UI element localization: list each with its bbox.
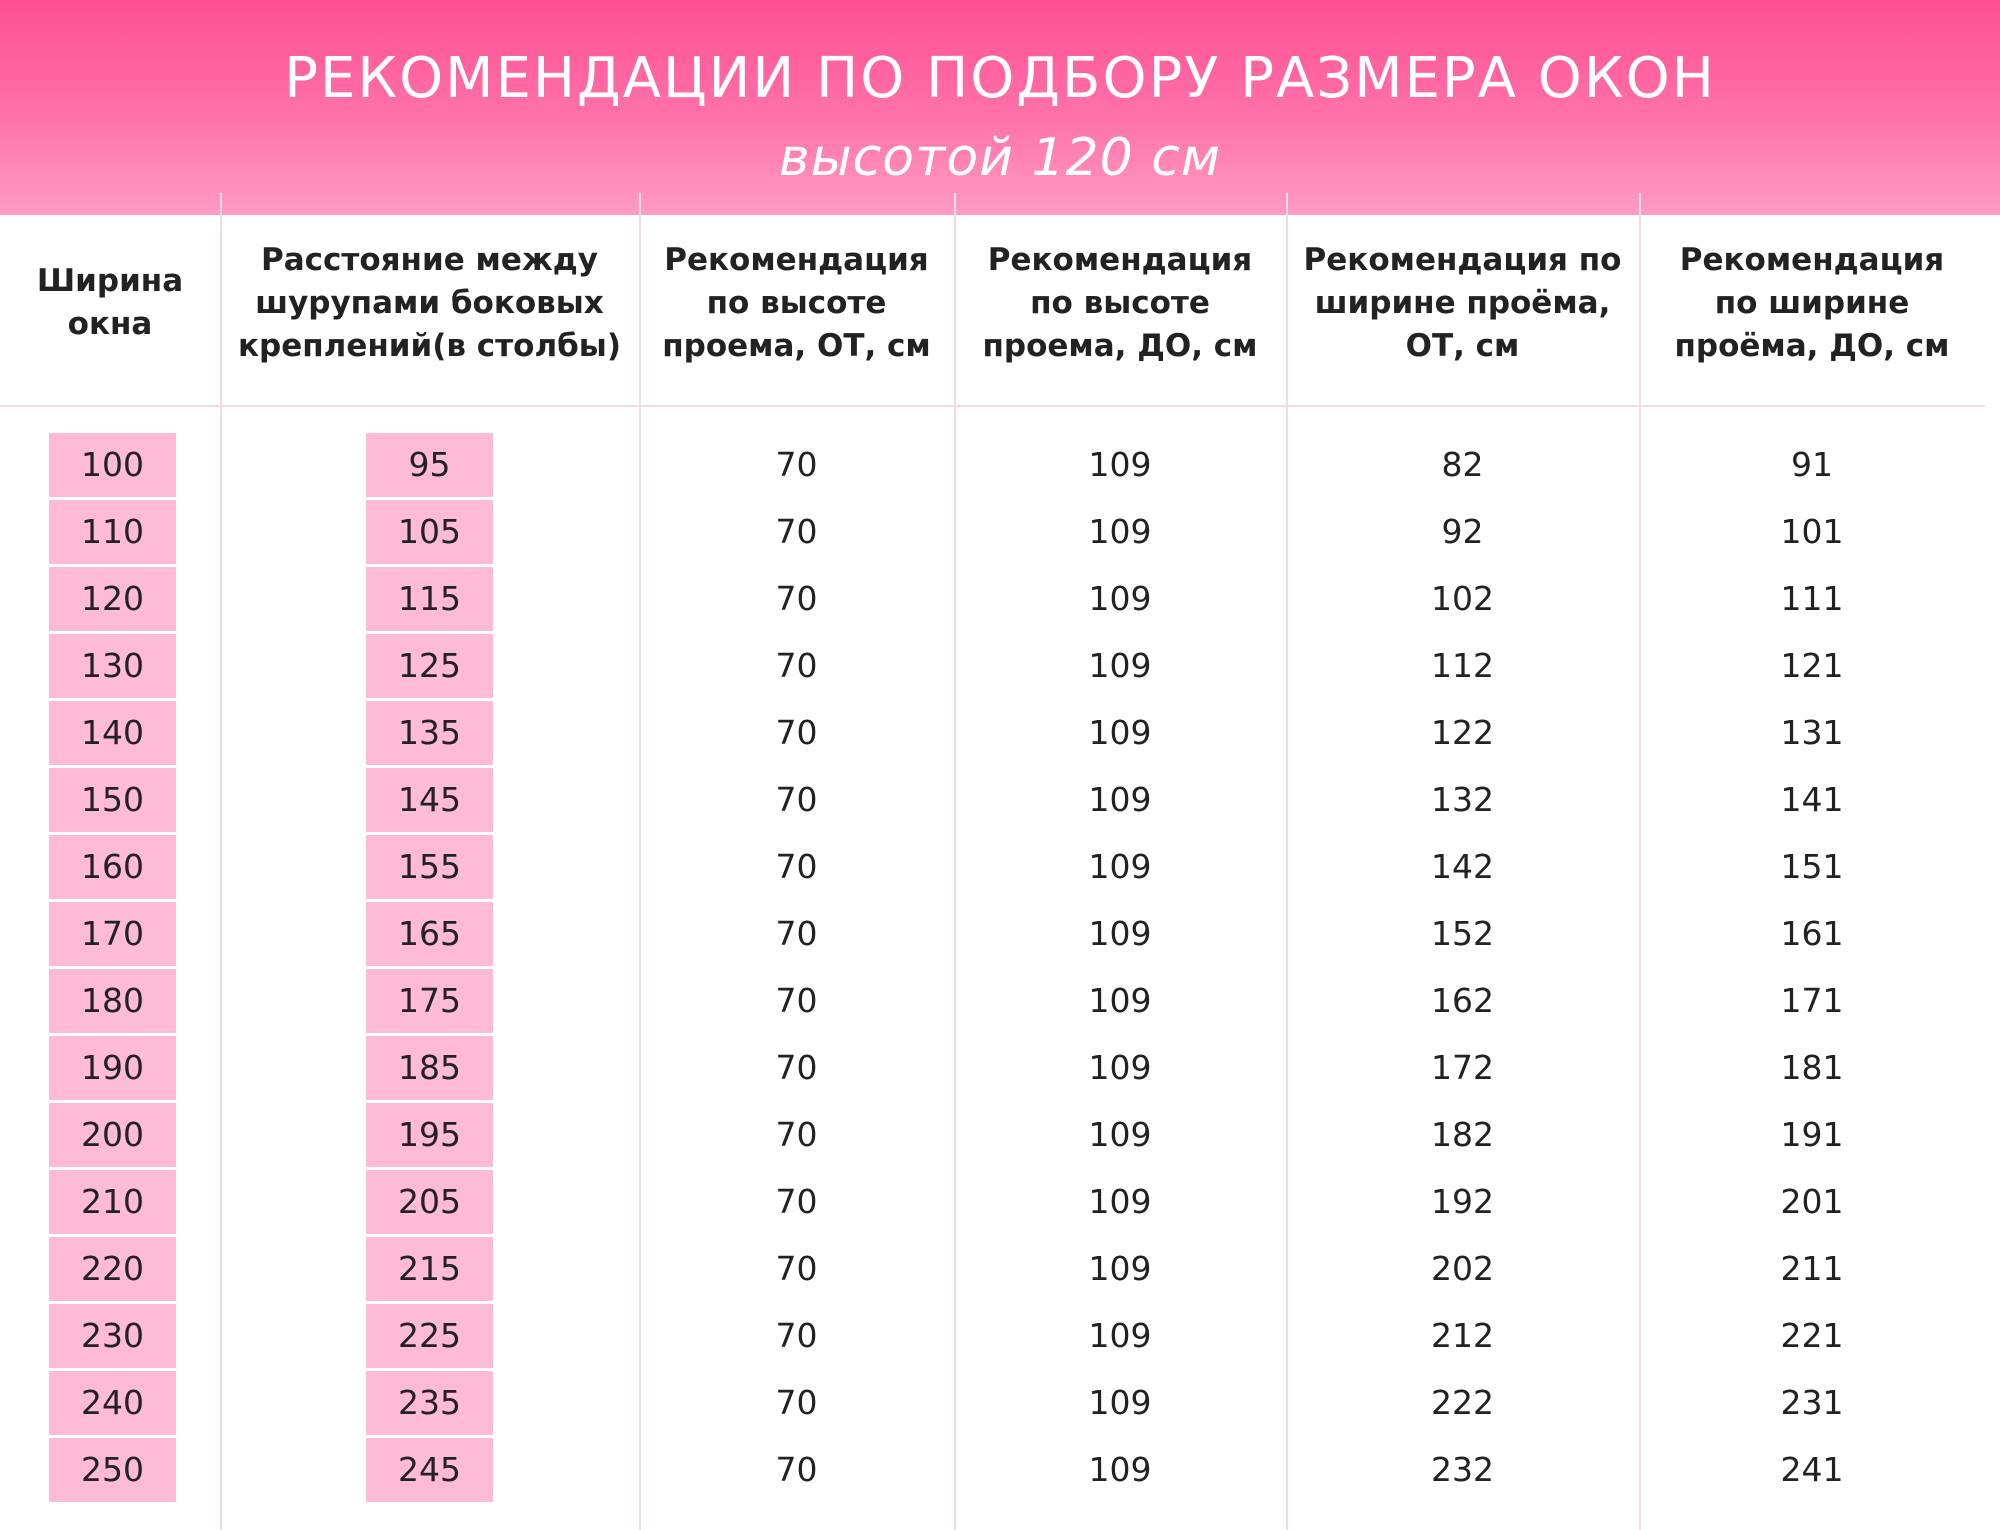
highlighted-cell: 245 xyxy=(366,1438,493,1502)
column-header-line: по высоте xyxy=(1030,284,1210,321)
column-header-line: проёма, ДО, см xyxy=(1674,327,1950,364)
highlighted-cell: 175 xyxy=(366,969,493,1033)
column-header-line: шурупами боковых xyxy=(255,284,604,321)
column-header-line: проема, ОТ, см xyxy=(662,327,931,364)
table-row xyxy=(0,835,2000,899)
table-cell: 202 xyxy=(1431,1249,1494,1288)
table-row xyxy=(0,1237,2000,1301)
highlighted-cell: 180 xyxy=(49,969,176,1033)
table-cell: 109 xyxy=(1088,1048,1152,1087)
highlighted-cell: 160 xyxy=(49,835,176,899)
table-cell: 70 xyxy=(775,713,818,752)
column-header-line: Рекомендация xyxy=(1679,241,1945,278)
highlighted-cell: 185 xyxy=(366,1036,493,1100)
column-header-line: ОТ, см xyxy=(1405,327,1520,364)
table-cell: 109 xyxy=(1088,981,1152,1020)
column-header xyxy=(954,238,1286,368)
table-cell: 109 xyxy=(1088,1182,1152,1221)
column-header-line: проема, ДО, см xyxy=(982,327,1258,364)
table-cell: 82 xyxy=(1441,445,1484,484)
table-cell: 232 xyxy=(1431,1450,1494,1489)
table-row xyxy=(0,567,2000,631)
table-cell: 109 xyxy=(1088,713,1152,752)
table-cell: 172 xyxy=(1431,1048,1494,1087)
highlighted-cell: 105 xyxy=(366,500,493,564)
table-cell: 109 xyxy=(1088,847,1152,886)
table-cell: 221 xyxy=(1780,1316,1844,1355)
table-cell: 109 xyxy=(1088,1316,1152,1355)
table-cell: 181 xyxy=(1780,1048,1844,1087)
highlighted-cell: 125 xyxy=(366,634,493,698)
highlighted-cell: 150 xyxy=(49,768,176,832)
highlighted-cell: 165 xyxy=(366,902,493,966)
highlighted-cell: 155 xyxy=(366,835,493,899)
table-cell: 109 xyxy=(1088,1115,1152,1154)
table-row xyxy=(0,1103,2000,1167)
table-cell: 109 xyxy=(1088,1383,1152,1422)
highlighted-cell: 95 xyxy=(366,433,493,497)
table-row xyxy=(0,500,2000,564)
highlighted-cell: 110 xyxy=(49,500,176,564)
table-cell: 70 xyxy=(775,780,818,819)
table-cell: 70 xyxy=(775,914,818,953)
highlighted-cell: 140 xyxy=(49,701,176,765)
table-row xyxy=(0,701,2000,765)
table-cell: 212 xyxy=(1431,1316,1494,1355)
table-cell: 171 xyxy=(1780,981,1844,1020)
table-cell: 109 xyxy=(1088,1450,1152,1489)
column-header xyxy=(0,238,220,368)
table-cell: 102 xyxy=(1431,579,1494,618)
highlighted-cell: 210 xyxy=(49,1170,176,1234)
table-cell: 141 xyxy=(1780,780,1844,819)
header-divider xyxy=(0,405,1985,407)
highlighted-cell: 145 xyxy=(366,768,493,832)
highlighted-cell: 120 xyxy=(49,567,176,631)
table-cell: 70 xyxy=(775,981,818,1020)
table-cell: 109 xyxy=(1088,780,1152,819)
table-row xyxy=(0,768,2000,832)
highlighted-cell: 200 xyxy=(49,1103,176,1167)
highlighted-cell: 195 xyxy=(366,1103,493,1167)
column-header-line: креплений(в столбы) xyxy=(237,327,622,364)
table-cell: 112 xyxy=(1431,646,1494,685)
table-row xyxy=(0,902,2000,966)
table-cell: 111 xyxy=(1780,579,1844,618)
table-cell: 109 xyxy=(1088,914,1152,953)
table-cell: 92 xyxy=(1441,512,1484,551)
table-cell: 191 xyxy=(1780,1115,1844,1154)
highlighted-cell: 100 xyxy=(49,433,176,497)
column-header-line: по ширине xyxy=(1714,284,1910,321)
table-cell: 211 xyxy=(1780,1249,1844,1288)
table-cell: 131 xyxy=(1780,713,1844,752)
table-cell: 70 xyxy=(775,847,818,886)
highlighted-cell: 250 xyxy=(49,1438,176,1502)
table-cell: 241 xyxy=(1780,1450,1844,1489)
highlighted-cell: 135 xyxy=(366,701,493,765)
column-header xyxy=(1639,238,1985,368)
table-cell: 161 xyxy=(1780,914,1844,953)
table-cell: 109 xyxy=(1088,1249,1152,1288)
table-cell: 70 xyxy=(775,1450,818,1489)
column-header-line: Рекомендация xyxy=(664,241,929,278)
table-row xyxy=(0,1438,2000,1502)
table-cell: 192 xyxy=(1431,1182,1494,1221)
table-cell: 70 xyxy=(775,445,818,484)
table-cell: 122 xyxy=(1431,713,1494,752)
table-cell: 109 xyxy=(1088,445,1152,484)
table-cell: 222 xyxy=(1431,1383,1494,1422)
highlighted-cell: 130 xyxy=(49,634,176,698)
column-header-line: окна xyxy=(67,306,153,342)
table-cell: 162 xyxy=(1431,981,1494,1020)
table-cell: 132 xyxy=(1431,780,1494,819)
table-row xyxy=(0,1036,2000,1100)
column-header xyxy=(220,238,639,368)
highlighted-cell: 190 xyxy=(49,1036,176,1100)
highlighted-cell: 220 xyxy=(49,1237,176,1301)
highlighted-cell: 170 xyxy=(49,902,176,966)
column-header xyxy=(639,238,954,368)
highlighted-cell: 205 xyxy=(366,1170,493,1234)
table-cell: 70 xyxy=(775,646,818,685)
table-cell: 182 xyxy=(1431,1115,1494,1154)
table-cell: 101 xyxy=(1780,512,1844,551)
page-title: РЕКОМЕНДАЦИИ ПО ПОДБОРУ РАЗМЕРА ОКОН xyxy=(284,46,1716,111)
table-cell: 151 xyxy=(1780,847,1844,886)
table-row xyxy=(0,433,2000,497)
table-row xyxy=(0,1371,2000,1435)
table-row xyxy=(0,969,2000,1033)
table-cell: 70 xyxy=(775,1316,818,1355)
table-cell: 109 xyxy=(1088,646,1152,685)
table-cell: 70 xyxy=(775,1383,818,1422)
title-banner xyxy=(0,0,2000,215)
table-cell: 201 xyxy=(1780,1182,1844,1221)
table-cell: 109 xyxy=(1088,512,1152,551)
table-cell: 121 xyxy=(1780,646,1844,685)
column-header xyxy=(1286,238,1639,368)
table-row xyxy=(0,634,2000,698)
table-cell: 231 xyxy=(1780,1383,1844,1422)
highlighted-cell: 215 xyxy=(366,1237,493,1301)
table-row xyxy=(0,1304,2000,1368)
highlighted-cell: 115 xyxy=(366,567,493,631)
highlighted-cell: 225 xyxy=(366,1304,493,1368)
highlighted-cell: 235 xyxy=(366,1371,493,1435)
table-cell: 70 xyxy=(775,1249,818,1288)
column-header-line: Рекомендация xyxy=(987,241,1253,278)
table-cell: 142 xyxy=(1431,847,1494,886)
table-cell: 70 xyxy=(775,1048,818,1087)
table-row xyxy=(0,1170,2000,1234)
column-header-line: Ширина xyxy=(36,263,184,299)
page-subtitle: высотой 120 см xyxy=(778,128,1222,188)
table-cell: 152 xyxy=(1431,914,1494,953)
column-header-line: Рекомендация по xyxy=(1303,241,1622,278)
table-cell: 70 xyxy=(775,1115,818,1154)
table-cell: 70 xyxy=(775,1182,818,1221)
column-header-line: ширине проёма, xyxy=(1314,284,1611,321)
table-cell: 109 xyxy=(1088,579,1152,618)
table-cell: 70 xyxy=(775,579,818,618)
highlighted-cell: 230 xyxy=(49,1304,176,1368)
table-cell: 70 xyxy=(775,512,818,551)
column-header-line: по высоте xyxy=(706,284,887,321)
column-header-line: Расстояние между xyxy=(261,241,598,278)
highlighted-cell: 240 xyxy=(49,1371,176,1435)
table-cell: 91 xyxy=(1791,445,1833,484)
